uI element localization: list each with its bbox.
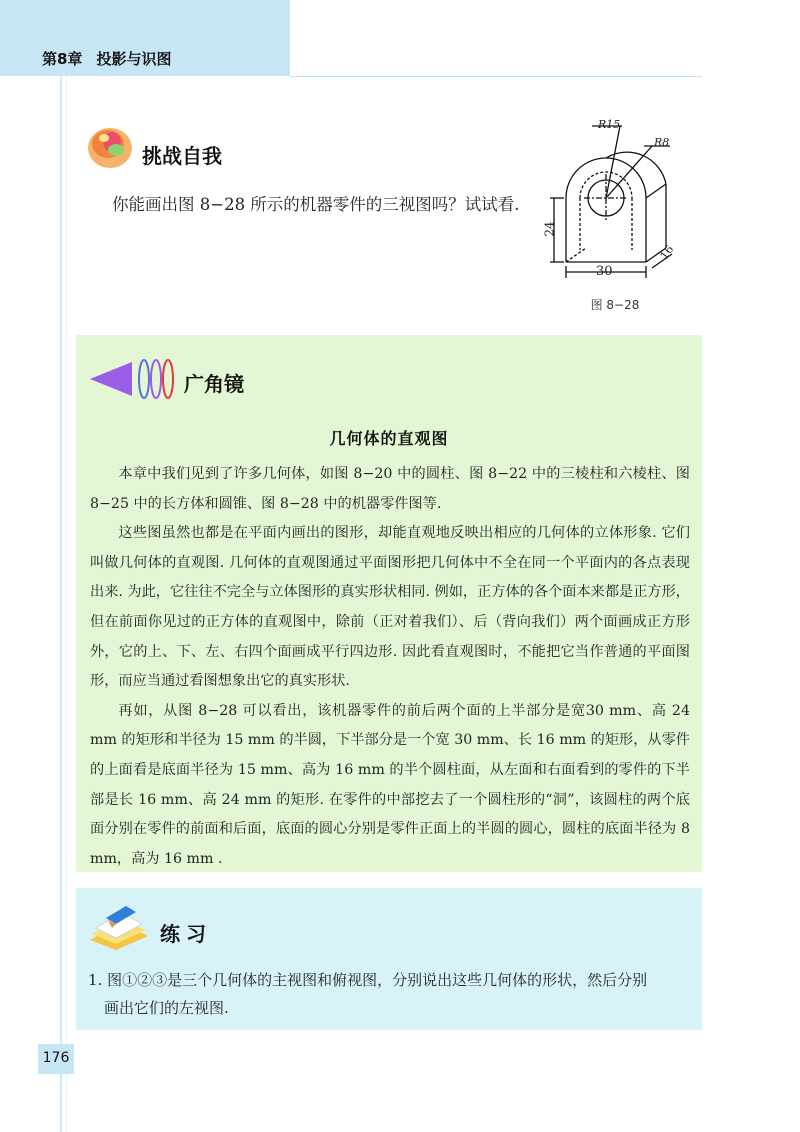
header-rule	[290, 76, 702, 77]
article-paragraph-1: 本章中我们见到了许多几何体，如图 8−20 中的圆柱、图 8−22 中的三棱柱和六棱柱、图 8−25 中的长方体和圆锥、图 8−28 中的机器零件图等.	[90, 466, 690, 512]
challenge-question-text: 你能画出图 8−28 所示的机器零件的三视图吗？试试看.	[112, 195, 520, 214]
article-body	[90, 460, 690, 874]
margin-line	[60, 76, 62, 1132]
challenge-title: 挑战自我	[142, 144, 222, 168]
article-paragraph-2: 这些图虽然也都是在平面内画出的图形，却能直观地反映出相应的几何体的立体形象. 它们叫做几何体的直观图. 几何体的直观图通过平面图形把几何体中不全在同一个平面内的各点表现出来. 为此，它往往不完全与立体图形的真实形状相同. 例如，正方体的各个面本来都是正方形，但在前面你见过的正方体的直观图中，除前（正对着我们）、后（背向我们）两个面画成正方形外，它的上、下、左、右四个面画成平行四边形. 因此看直观图时，不能把它当作普通的平面图形，而应当通过看图想象出它的真实形状.	[90, 525, 690, 690]
challenge-flame-icon	[80, 120, 136, 172]
exercise-item-line1: 图①②③是三个几何体的主视图和俯视图，分别说出这些几何体的形状，然后分别	[107, 971, 648, 989]
exercise-item-line2: 画出它们的左视图.	[104, 999, 229, 1017]
figure-caption: 图 8−28	[590, 298, 640, 312]
chapter-header	[42, 48, 171, 69]
fig-label-24: 24	[542, 221, 557, 237]
fig-label-r15: R15	[598, 118, 621, 131]
machine-part-figure	[540, 112, 700, 294]
wide-angle-title: 广角镜	[184, 372, 244, 396]
margin-line-inner	[66, 76, 67, 1132]
exercise-item-number: 1.	[88, 971, 103, 989]
exercise-item-1	[88, 966, 692, 1022]
fig-label-r8: R8	[654, 136, 670, 149]
fig-label-30: 30	[596, 264, 613, 279]
article-paragraph-3: 再如，从图 8−28 可以看出，该机器零件的前后两个面的上半部分是宽30 mm、高 24 mm 的矩形和半径为 15 mm 的半圆，下半部分是一个宽 30 mm、长 16 mm 的矩形，从零件的上面看是底面半径为 15 mm、高为 16 mm 的半个圆柱面，从左面和右面看到的零件的下半部是长 16 mm、高 24 mm 的矩形. 在零件的中部挖去了一个圆柱形的“洞”，该圆柱的两个底面分别在零件的前面和后面，底面的圆心分别是零件正面上的半圆的圆心，圆柱的底面半径为 8 mm，高为 16 mm .	[90, 702, 690, 867]
challenge-question	[80, 190, 520, 220]
article-title: 几何体的直观图	[329, 429, 449, 448]
chapter-title: 投影与识图	[96, 50, 172, 68]
exercise-title: 练习	[160, 922, 212, 946]
wide-angle-lens-icon	[88, 356, 180, 402]
page-number: 176	[42, 1050, 70, 1066]
chapter-number: 第8章	[42, 50, 83, 68]
fig-label-16: 16	[657, 243, 677, 262]
books-pencil-icon	[86, 900, 152, 952]
